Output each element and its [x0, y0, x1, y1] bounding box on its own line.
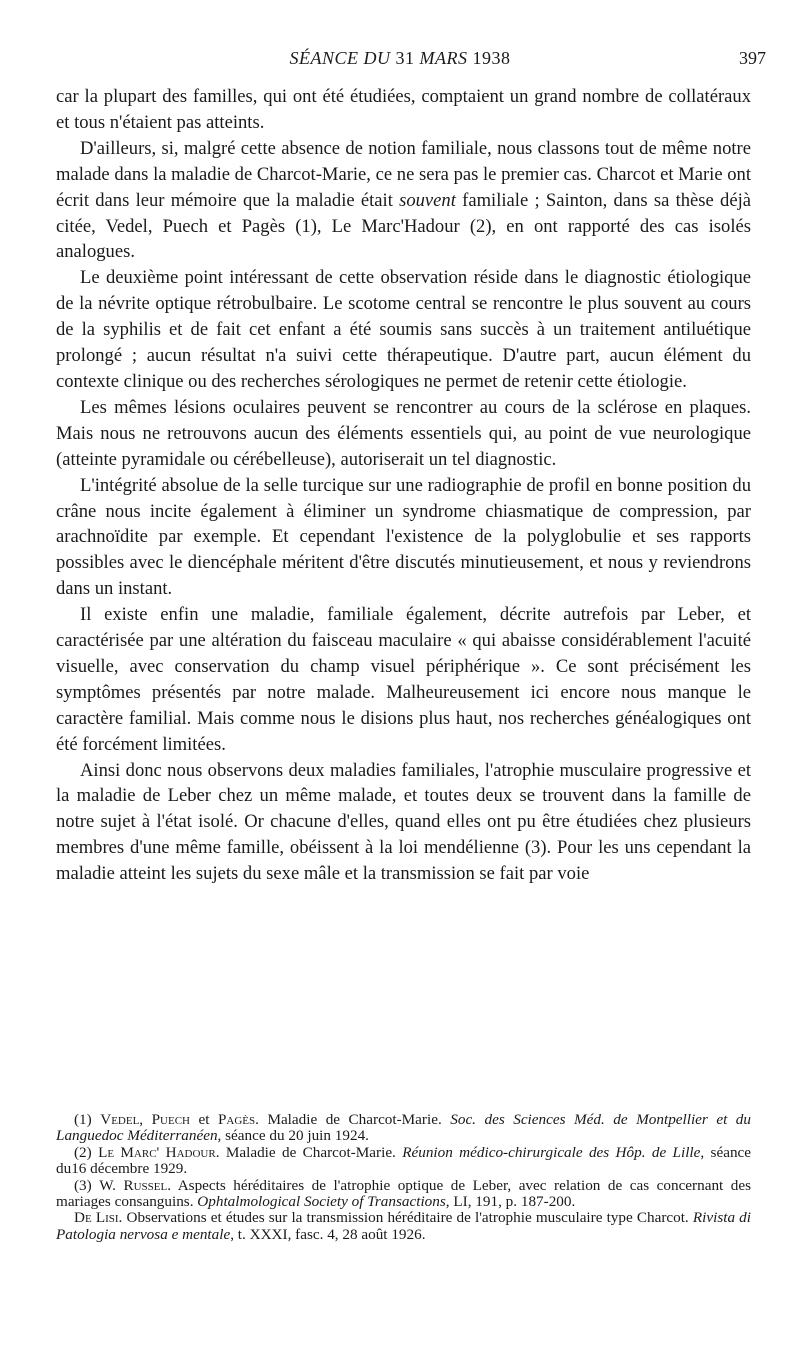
footnote-3: (3) W. Russel. Aspects héréditaires de l'atrophie optique de Leber, avec relation de cas concernant des mariages consanguins. Ophtalmological Society of Transactions, LI, 191, p. 187-200. — [56, 1176, 752, 1211]
main-text — [56, 84, 751, 887]
page-number: 397 — [739, 48, 766, 68]
footnotes — [56, 1112, 751, 1243]
running-header — [0, 48, 800, 76]
paragraph-6: Il existe enfin une maladie, familiale également, décrite autrefois par Leber, et caractérisée par une altération du faisceau maculaire « qui abaisse considérablement l'acuité visuelle, avec conservation du champ visuel périphérique ». Ce sont précisément les symptômes présentés par notre malade. Malheureusement ici encore nous manque le caractère familial. Mais comme nous le disions plus haut, nos recherches généalogiques ont été forcément limitées. — [56, 604, 751, 755]
emphasis-souvent: souvent — [399, 189, 456, 211]
paragraph-2: D'ailleurs, si, malgré cette absence de notion familiale, nous classons tout de même notre malade dans la maladie de Charcot-Marie, ce ne sera pas le premier cas. Charcot et Marie ont écrit dans leur mémoire que la maladie était souvent familiale ; Sainton, dans sa thèse déjà citée, Vedel, Puech et Pagès (1), Le Marc'Hadour (2), en ont rapporté des cas isolés analogues. — [56, 137, 751, 263]
paragraph-7: Ainsi donc nous observons deux maladies familiales, l'atrophie musculaire progressive et la maladie de Leber chez un même malade, et toutes deux se trouvent dans la famille de notre sujet à l'état isolé. Or chacune d'elles, quand elles ont pu être étudiées chez plusieurs membres d'une même famille, obéissent à la loi mendélienne (3). Pour les uns cependant la maladie atteint les sujets du sexe mâle et la transmission se fait par voie — [56, 759, 751, 885]
footnote-4: De Lisi. Observations et études sur la transmission héréditaire de l'atrophie musculaire type Charcot. Rivista di Patologia nervosa e mentale, t. XXXI, fasc. 4, 28 août 1926. — [56, 1209, 751, 1243]
paragraph-4: Les mêmes lésions oculaires peuvent se rencontrer au cours de la sclérose en plaques. Mais nous ne retrouvons aucun des éléments essentiels qui, au point de vue neurologique (atteinte pyramidale ou cérébelleuse), autoriserait un tel diagnostic. — [56, 396, 751, 470]
footnote-1: (1) Vedel, Puech et Pagès. Maladie de Charcot-Marie. Soc. des Sciences Méd. de Montpellier et du Languedoc Méditerranéen, séance du 20 juin 1924. — [56, 1111, 751, 1145]
paragraph-3: Le deuxième point intéressant de cette observation réside dans le diagnostic étiologique de la névrite optique rétrobulbaire. Le scotome central se rencontre le plus souvent au cours de la syphilis et de fait cet enfant a été soumis sans succès à un traitement antiluétique prolongé ; aucun résultat n'a suivi cette thérapeutique. D'autre part, aucun élément du contexte clinique ou des recherches sérologiques ne permet de retenir cette étiologie. — [56, 267, 751, 392]
paragraph-1: car la plupart des familles, qui ont été étudiées, comptaient un grand nombre de collatéraux et tous n'étaient pas atteints. — [56, 86, 751, 133]
running-title: SÉANCE DU 31 MARS 1938 — [289, 48, 511, 68]
footnote-2: (2) Le Marc' Hadour. Maladie de Charcot-Marie. Réunion médico-chirurgicale des Hôp. de Lille, séance du16 décembre 1929. — [56, 1143, 752, 1178]
paragraph-5: L'intégrité absolue de la selle turcique sur une radiographie de profil en bonne position du crâne nous incite également à éliminer un syndrome chiasmatique de compression, par arachnoïdite par exemple. Et cependant l'existence de la polyglobulie et ses rapports possibles avec le diencéphale méritent d'être discutés minutieusement, et nous y reviendrons dans un instant. — [56, 474, 751, 600]
